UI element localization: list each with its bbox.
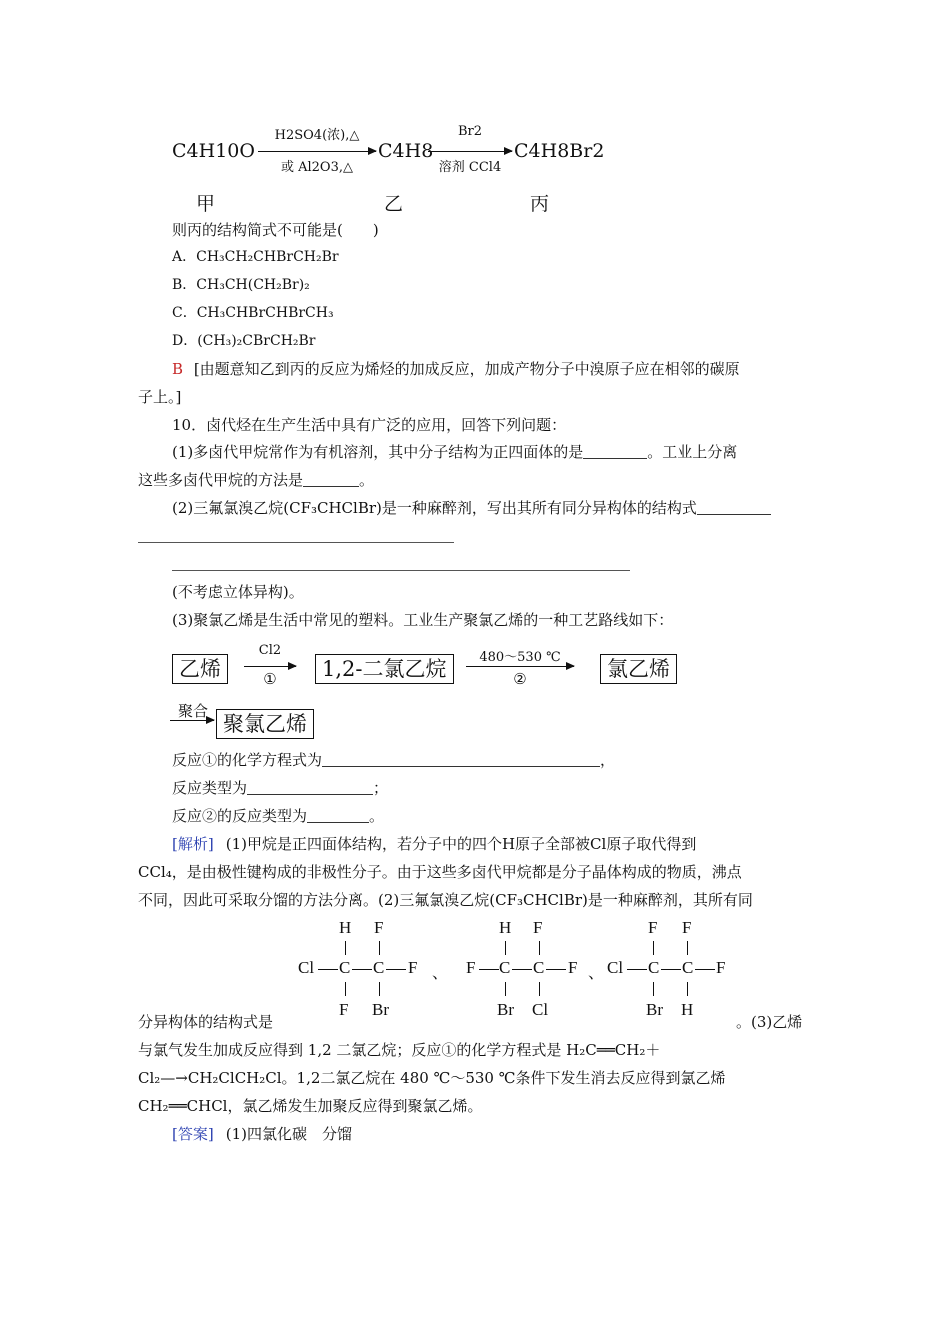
- bond: [695, 969, 715, 970]
- label-jia: 甲: [196, 193, 216, 215]
- route-box-pvc: 聚氯乙烯: [216, 709, 314, 739]
- reaction-arrow-2: [428, 151, 512, 152]
- q9-option-a: A．CH₃CH₂CHBrCH₂Br: [172, 249, 339, 265]
- q10-f2-b: ；: [373, 779, 389, 797]
- isomer-3-left: Cl: [607, 958, 624, 977]
- isomer-separator-1: 、: [432, 963, 449, 982]
- q9-explain-line-1: [172, 358, 740, 380]
- isomer-3-top-left: F: [648, 918, 658, 937]
- bond: [512, 969, 532, 970]
- q9-option-c: C．CH₃CHBrCHBrCH₃: [172, 305, 334, 321]
- q10-blank-2: [303, 472, 359, 487]
- isomer-separator-2: 、: [588, 963, 605, 982]
- isomer-1-right: F: [408, 958, 418, 977]
- isomer-1-bottom-right: Br: [372, 1000, 389, 1019]
- isomer-3-carbon-2: C: [682, 958, 694, 977]
- route-arrow-2-bottom: ②: [513, 670, 527, 688]
- analysis-tag: [解析]: [172, 835, 214, 853]
- reactant-formula: [172, 140, 255, 162]
- q10-part2-line1: [172, 497, 771, 519]
- q10-fill-3: [172, 805, 384, 827]
- bond: [345, 982, 346, 996]
- q10-blank-8: [307, 808, 369, 823]
- q10-part1-line2: [138, 469, 374, 491]
- bond: [479, 969, 499, 970]
- analysis-line-1: [172, 833, 696, 855]
- route-box-dichloroethane: 1,2-二氯乙烷: [315, 654, 454, 684]
- q10-blank-4: [138, 542, 454, 543]
- q10-fill-1: [172, 749, 615, 771]
- q10-p1-a: (1)多卤代甲烷常作为有机溶剂，其中分子结构为正四面体的是: [172, 443, 584, 461]
- route-arrow-1: [244, 666, 296, 667]
- bond: [653, 982, 654, 996]
- isomer-2-bottom-left: Br: [497, 1000, 514, 1019]
- q10-p1-b: 。工业上分离: [647, 443, 738, 461]
- answer-text: (1)四氯化碳 分馏: [225, 1125, 352, 1143]
- isomer-2-right: F: [568, 958, 578, 977]
- q9-stem: 则丙的结构简式不可能是( ): [172, 221, 379, 239]
- condition-1-bottom: 或 Al2O3,△: [280, 160, 353, 175]
- bond: [687, 982, 688, 996]
- q9-explain-line-2: 子上。]: [138, 388, 182, 406]
- analysis-line-5: 与氯气发生加成反应得到 1,2 二氯乙烷；反应①的化学方程式是 H₂C══CH₂＋: [138, 1041, 661, 1059]
- isomer-2-carbon-1: C: [499, 958, 511, 977]
- isomer-3-top-right: F: [682, 918, 692, 937]
- analysis-line-6: Cl₂—→CH₂ClCH₂Cl。1,2二氯乙烷在 480 ℃～530 ℃条件下发生消去反应得到氯乙烯: [138, 1069, 726, 1087]
- q10-p1-c: 这些多卤代甲烷的方法是: [138, 471, 304, 489]
- analysis-line-3: 不同，因此可采取分馏的方法分离。(2)三氟氯溴乙烷(CF₃CHClBr)是一种麻醉剂，其所有同: [138, 891, 753, 909]
- bond: [661, 969, 681, 970]
- bond: [386, 969, 406, 970]
- q10-f1-a: 反应①的化学方程式为: [172, 751, 323, 769]
- q10-blank-7: [247, 780, 373, 795]
- route-box-ethylene: 乙烯: [172, 654, 228, 684]
- isomer-3-carbon-1: C: [648, 958, 660, 977]
- bond: [627, 969, 647, 970]
- q10-blank-5: [172, 570, 630, 571]
- q10-part2-end: (不考虑立体异构)。: [172, 583, 304, 601]
- intermediate-formula: [378, 140, 433, 162]
- isomer-1-carbon-1: C: [339, 958, 351, 977]
- bond: [539, 982, 540, 996]
- bond: [345, 941, 346, 955]
- product-formula: [514, 140, 604, 162]
- route-arrow-1-top: Cl2: [258, 643, 282, 658]
- label-yi: 乙: [384, 193, 404, 215]
- q10-f1-b: ，: [600, 751, 616, 769]
- analysis-text-1: (1)甲烷是正四面体结构，若分子中的四个H原子全部被Cl原子取代得到: [225, 835, 697, 853]
- isomer-1-left: Cl: [298, 958, 315, 977]
- condition-1-top: H2SO4(浓),△: [274, 128, 360, 143]
- reactant-text: C4H10O: [172, 140, 255, 162]
- q10-f3-a: 反应②的反应类型为: [172, 807, 308, 825]
- answer-line: [172, 1123, 352, 1145]
- route-arrow-2: [466, 666, 574, 667]
- q10-part1-line1: [172, 441, 737, 463]
- isomer-1-bottom-left: F: [339, 1000, 349, 1019]
- route-box-vinyl-chloride: 氯乙烯: [600, 654, 677, 684]
- analysis-line-4a: 分异构体的结构式是: [138, 1013, 274, 1031]
- label-bing: 丙: [530, 193, 550, 215]
- q10-f2-a: 反应类型为: [172, 779, 248, 797]
- product-text: C4H8Br2: [514, 140, 605, 162]
- isomer-1-carbon-2: C: [373, 958, 385, 977]
- analysis-line-7: CH₂══CHCl，氯乙烯发生加聚反应得到聚氯乙烯。: [138, 1097, 483, 1115]
- isomer-2-top-left: H: [499, 918, 512, 937]
- route-arrow-3: [170, 720, 214, 721]
- q10-p2-a: (2)三氟氯溴乙烷(CF₃CHClBr)是一种麻醉剂，写出其所有同分异构体的结构式: [172, 499, 697, 517]
- q10-blank-1: [583, 444, 647, 459]
- q10-stem: 10．卤代烃在生产生活中具有广泛的应用，回答下列问题：: [172, 416, 567, 434]
- bond: [505, 982, 506, 996]
- q10-blank-6: [322, 752, 600, 767]
- bond: [379, 982, 380, 996]
- bond: [653, 941, 654, 955]
- bond: [318, 969, 338, 970]
- answer-tag: [答案]: [172, 1125, 214, 1143]
- analysis-line-2: CCl₄，是由极性键构成的非极性分子。由于这些多卤代甲烷都是分子晶体构成的物质，沸点: [138, 863, 742, 881]
- condition-2-bottom: 溶剂 CCl4: [438, 160, 502, 175]
- isomer-3-bottom-right: H: [681, 1000, 694, 1019]
- isomer-2-left: F: [466, 958, 476, 977]
- q10-fill-2: [172, 777, 388, 799]
- reaction-arrow-1: [258, 151, 376, 152]
- route-arrow-1-bottom: ①: [263, 670, 277, 688]
- q10-p1-d: 。: [359, 471, 375, 489]
- isomer-2-bottom-right: Cl: [532, 1000, 549, 1019]
- bond: [546, 969, 566, 970]
- q9-option-d: D．(CH₃)₂CBrCH₂Br: [172, 333, 316, 349]
- q10-f3-b: 。: [369, 807, 385, 825]
- bond: [539, 941, 540, 955]
- route-arrow-3-top: 聚合: [177, 702, 208, 720]
- condition-2-top: Br2: [457, 124, 483, 139]
- bond: [352, 969, 372, 970]
- isomer-1-top-left: H: [339, 918, 352, 937]
- q9-answer-letter: B: [172, 360, 184, 378]
- q10-blank-3: [697, 500, 771, 515]
- route-arrow-2-top: 480～530 ℃: [479, 650, 561, 665]
- isomer-3-bottom-left: Br: [646, 1000, 663, 1019]
- bond: [379, 941, 380, 955]
- q10-part3: (3)聚氯乙烯是生活中常见的塑料。工业生产聚氯乙烯的一种工艺路线如下：: [172, 611, 674, 629]
- intermediate-text: C4H8: [378, 140, 434, 162]
- isomer-1-top-right: F: [374, 918, 384, 937]
- bond: [687, 941, 688, 955]
- analysis-line-4b: 。(3)乙烯: [736, 1013, 803, 1031]
- q9-explain-text-1: [由题意知乙到丙的反应为烯烃的加成反应，加成产物分子中溴原子应在相邻的碳原: [193, 360, 740, 378]
- isomer-2-carbon-2: C: [533, 958, 545, 977]
- q9-option-b: B．CH₃CH(CH₂Br)₂: [172, 277, 310, 293]
- isomer-2-top-right: F: [533, 918, 543, 937]
- isomer-3-right: F: [716, 958, 726, 977]
- bond: [505, 941, 506, 955]
